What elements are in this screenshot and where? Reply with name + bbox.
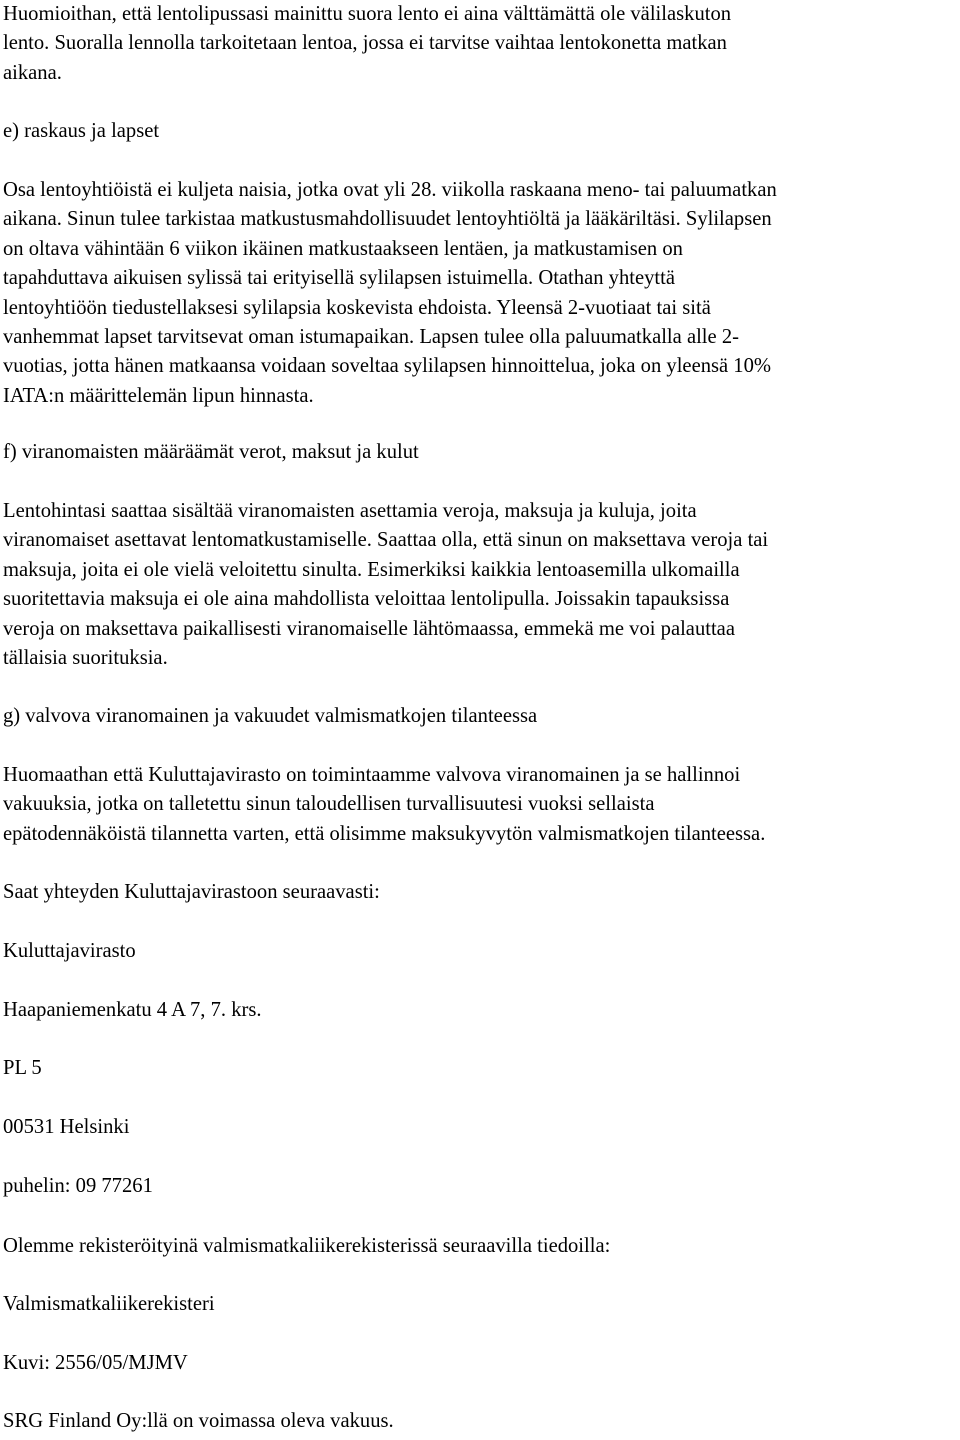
text-line: vanhemmat lapset tarvitsevat oman istumapaikan. Lapsen tulee olla paluumatkalla alle 2-: [3, 326, 739, 348]
text-line: SRG Finland Oy:llä on voimassa oleva vakuus.: [3, 1410, 394, 1432]
text-line: aikana.: [3, 61, 62, 84]
text-line: epätodennäköistä tilannetta varten, että olisimme maksukyvytön valmismatkojen tilanteessa.: [3, 822, 766, 845]
text-line: lentoyhtiöön tiedustellaksesi sylilapsia koskevista ehdoista. Yleensä 2-vuotiaat tai sitä: [3, 296, 711, 319]
text-line: e) raskaus ja lapset: [3, 120, 160, 142]
text-line: Kuluttajavirasto: [3, 940, 136, 962]
text-line: Saat yhteyden Kuluttajavirastoon seuraavasti:: [3, 881, 380, 903]
text-line: vakuuksia, jotka on talletettu sinun taloudellisen turvallisuutesi vuoksi sellaista: [3, 793, 655, 816]
text-line: vuotias, jotta hänen matkaansa voidaan soveltaa sylilapsen hinnoittelua, joka on yleensä 10%: [3, 355, 772, 378]
text-line: maksuja, joita ei ole vielä veloitettu sinulta. Esimerkiksi kaikkia lentoasemilla ulkomailla: [3, 558, 740, 581]
text-line: g) valvova viranomainen ja vakuudet valmismatkojen tilanteessa: [3, 705, 538, 727]
text-line: PL 5: [3, 1057, 42, 1079]
text-line: tällaisia suorituksia.: [3, 647, 168, 669]
text-line: f) viranomaisten määräämät verot, maksut ja kulut: [3, 441, 419, 463]
text-line: Haapaniemenkatu 4 A 7, 7. krs.: [3, 999, 262, 1021]
text-line: lento. Suoralla lennolla tarkoitetaan lentoa, jossa ei tarvitse vaihtaa lentokonetta matkan: [3, 32, 727, 55]
text-line: Kuvi: 2556/05/MJMV: [3, 1352, 188, 1374]
text-line: suoritettavia maksuja ei ole aina mahdollista veloittaa lentolipulla. Joissakin tapauksissa: [3, 588, 730, 611]
text-line: 00531 Helsinki: [3, 1116, 130, 1138]
text-line: Huomioithan, että lentolipussasi mainittu suora lento ei aina välttämättä ole välilaskuton: [3, 3, 732, 25]
text-line: tapahduttava aikuisen sylissä tai erityisellä sylilapsen istuimella. Otathan yhteyttä: [3, 267, 675, 290]
text-line: aikana. Sinun tulee tarkistaa matkustusmahdollisuudet lentoyhtiöltä ja lääkäriltäsi. Sylilapsen: [3, 208, 772, 231]
text-line: Osa lentoyhtiöistä ei kuljeta naisia, jotka ovat yli 28. viikolla raskaana meno- tai paluumatkan: [3, 179, 777, 201]
text-line: Lentohintasi saattaa sisältää viranomaisten asettamia veroja, maksuja ja kuluja, joita: [3, 500, 697, 522]
text-line: puhelin: 09 77261: [3, 1175, 153, 1197]
text-line: Olemme rekisteröityinä valmismatkaliikerekisterissä seuraavilla tiedoilla:: [3, 1235, 611, 1257]
text-line: IATA:n määrittelemän lipun hinnasta.: [3, 384, 314, 407]
text-line: veroja on maksettava paikallisesti viranomaiselle lähtömaassa, emmekä me voi palauttaa: [3, 617, 735, 640]
text-line: Huomaathan että Kuluttajavirasto on toimintaamme valvova viranomainen ja se hallinnoi: [3, 764, 741, 786]
text-line: Valmismatkaliikerekisteri: [3, 1293, 215, 1315]
text-line: on oltava vähintään 6 viikon ikäinen matkustaakseen lentäen, ja matkustamisen on: [3, 237, 683, 260]
text-line: viranomaiset asettavat lentomatkustamiselle. Saattaa olla, että sinun on maksettava veroja tai: [3, 529, 769, 552]
